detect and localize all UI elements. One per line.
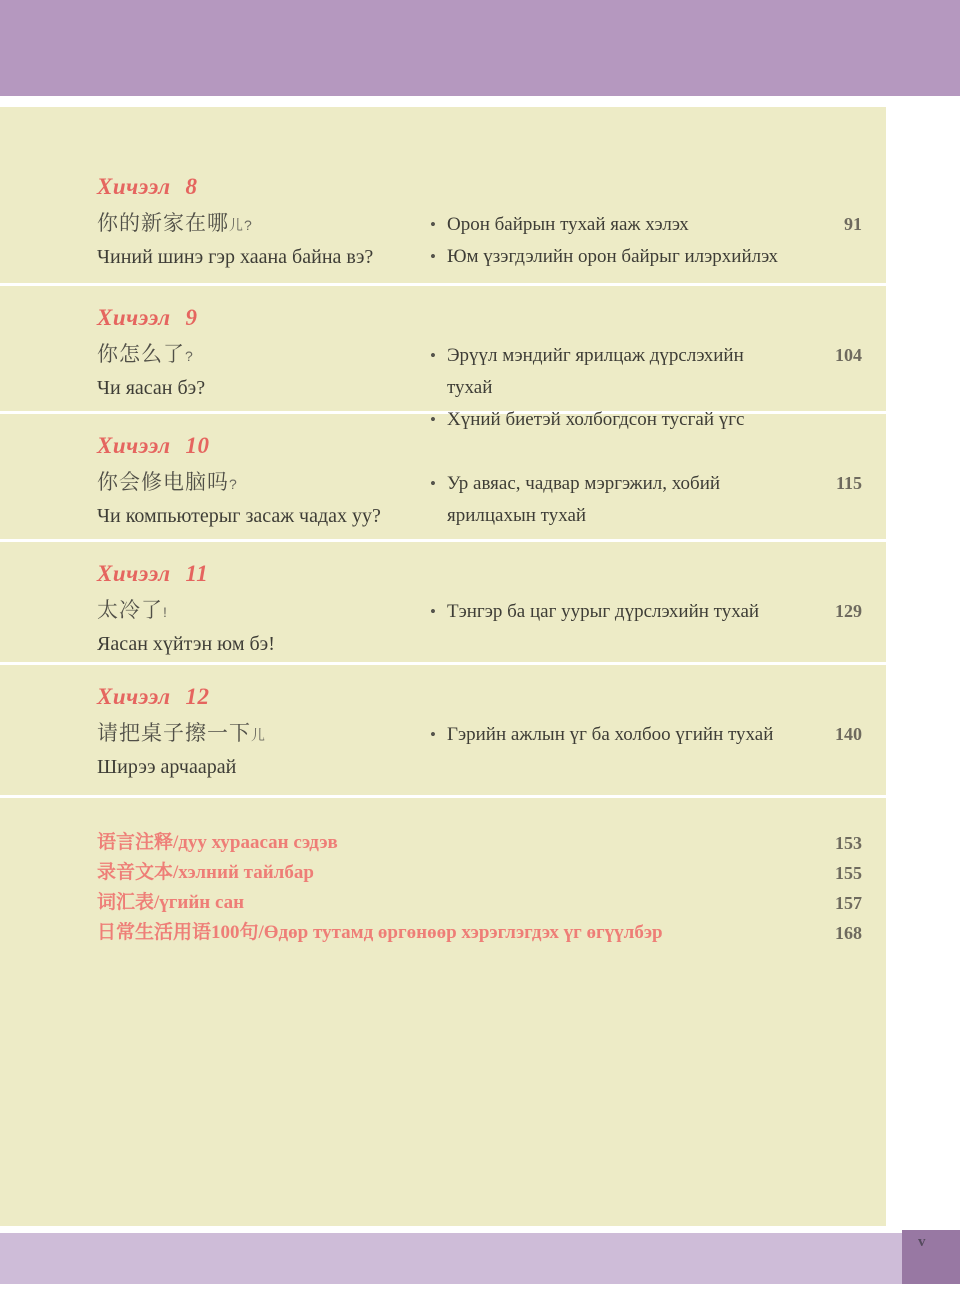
lesson-block-12: [0, 665, 886, 798]
lesson-mongolian-title: Яасан хүйтэн юм бэ!: [97, 633, 275, 655]
appendix-page-number: 157: [835, 893, 862, 913]
chinese-text: 你会修电脑吗: [97, 471, 229, 494]
chinese-text: 太冷了: [97, 599, 163, 622]
lesson-chinese-title: [97, 340, 430, 371]
lesson-titles-column: [97, 719, 430, 782]
lesson-titles-column: [97, 340, 430, 403]
topic-item: • Орон байрын тухай яаж хэлэх: [430, 209, 792, 241]
topic-item: • Тэнгэр ба цаг уурыг дүрслэхийн тухай: [430, 596, 792, 628]
lesson-title: [97, 432, 886, 460]
appendix-row: [97, 828, 886, 858]
lesson-topics-list: [430, 209, 792, 273]
lesson-page-number: 140: [835, 724, 862, 744]
lesson-title-label: Хичээл: [97, 561, 171, 586]
toc-content-area: [0, 107, 886, 1226]
lesson-title: [97, 560, 886, 588]
lesson-page-number: 129: [835, 601, 862, 621]
footer-page-number: v: [918, 1234, 926, 1250]
chinese-text: 你怎么了: [97, 343, 185, 366]
lesson-topics-list: [430, 468, 792, 532]
lesson-number: 9: [185, 305, 198, 330]
chinese-erhua-suffix: 儿?: [229, 217, 253, 233]
lesson-block-8: [0, 107, 886, 286]
lesson-block-11: [0, 542, 886, 665]
lesson-titles-column: [97, 468, 430, 531]
lesson-title-label: Хичээл: [97, 684, 171, 709]
topic-item: • Эрүүл мэндийг ярилцаж дүрслэхийн тухай: [430, 340, 792, 404]
lesson-page-number: 104: [835, 345, 862, 365]
lesson-row: [97, 596, 886, 659]
lesson-titles-column: [97, 596, 430, 659]
lesson-title: [97, 173, 886, 201]
chinese-text: 你的新家在哪: [97, 212, 229, 235]
lesson-number: 10: [185, 433, 210, 458]
chinese-erhua-suffix: 儿: [251, 727, 266, 743]
lesson-chinese-title: [97, 596, 430, 627]
lesson-row: [97, 719, 886, 782]
lesson-chinese-title: [97, 719, 430, 750]
chinese-question-mark: ?: [185, 348, 194, 364]
appendix-label: 录音文本/хэлний тайлбар: [97, 862, 314, 883]
lesson-page-number: 91: [844, 214, 862, 234]
topic-item: • Ур авяас, чадвар мэргэжил, хобий ярилцахын тухай: [430, 468, 792, 532]
appendix-block: [0, 798, 886, 1226]
topic-item: • Юм үзэгдэлийн орон байрыг илэрхийлэх: [430, 241, 792, 273]
lesson-mongolian-title: Ширээ арчаарай: [97, 756, 237, 778]
lesson-title-label: Хичээл: [97, 174, 171, 199]
lesson-title: [97, 304, 886, 332]
lesson-number: 8: [185, 174, 198, 199]
chinese-text: 请把桌子擦一下: [97, 722, 251, 745]
appendix-label: 日常生活用语100句/Өдөр тутамд өргөнөөр хэрэглэгдэх үг өгүүлбэр: [97, 922, 663, 943]
lesson-chinese-title: [97, 468, 430, 499]
appendix-row: [97, 888, 886, 918]
lesson-mongolian-title: Чи яасан бэ?: [97, 377, 206, 399]
appendix-label: 词汇表/үгийн сан: [97, 892, 245, 913]
appendix-page-number: 153: [835, 833, 862, 853]
chinese-exclamation-mark: !: [163, 604, 168, 620]
appendix-row: [97, 858, 886, 888]
lesson-number: 11: [185, 561, 209, 586]
lesson-row: [97, 209, 886, 273]
bottom-purple-band: [0, 1233, 960, 1284]
lesson-topics-list: [430, 596, 792, 628]
lesson-title-label: Хичээл: [97, 433, 171, 458]
lesson-title: [97, 683, 886, 711]
appendix-page-number: 168: [835, 923, 862, 943]
lesson-number: 12: [185, 684, 210, 709]
lesson-block-9: [0, 286, 886, 430]
topic-item: • Хүний биетэй холбогдсон тусгай үгс: [430, 404, 792, 436]
chinese-question-mark: ?: [229, 476, 238, 492]
lesson-topics-list: [430, 340, 792, 436]
lesson-mongolian-title: Чиний шинэ гэр хаана байна вэ?: [97, 246, 374, 268]
lesson-title-label: Хичээл: [97, 305, 171, 330]
lesson-page-number: 115: [835, 473, 862, 493]
topic-item: • Гэрийн ажлын үг ба холбоо үгийн тухай: [430, 719, 792, 751]
appendix-label: 语言注释/дуу хураасан сэдэв: [97, 832, 338, 853]
footer-page-tab: [902, 1230, 960, 1284]
lesson-topics-list: [430, 719, 792, 751]
top-purple-band: [0, 0, 960, 96]
lesson-row: [97, 468, 886, 532]
lesson-titles-column: [97, 209, 430, 272]
appendix-row: [97, 918, 886, 948]
lesson-chinese-title: [97, 209, 430, 240]
lesson-mongolian-title: Чи компьютерыг засаж чадах уу?: [97, 505, 381, 527]
appendix-page-number: 155: [835, 863, 862, 883]
